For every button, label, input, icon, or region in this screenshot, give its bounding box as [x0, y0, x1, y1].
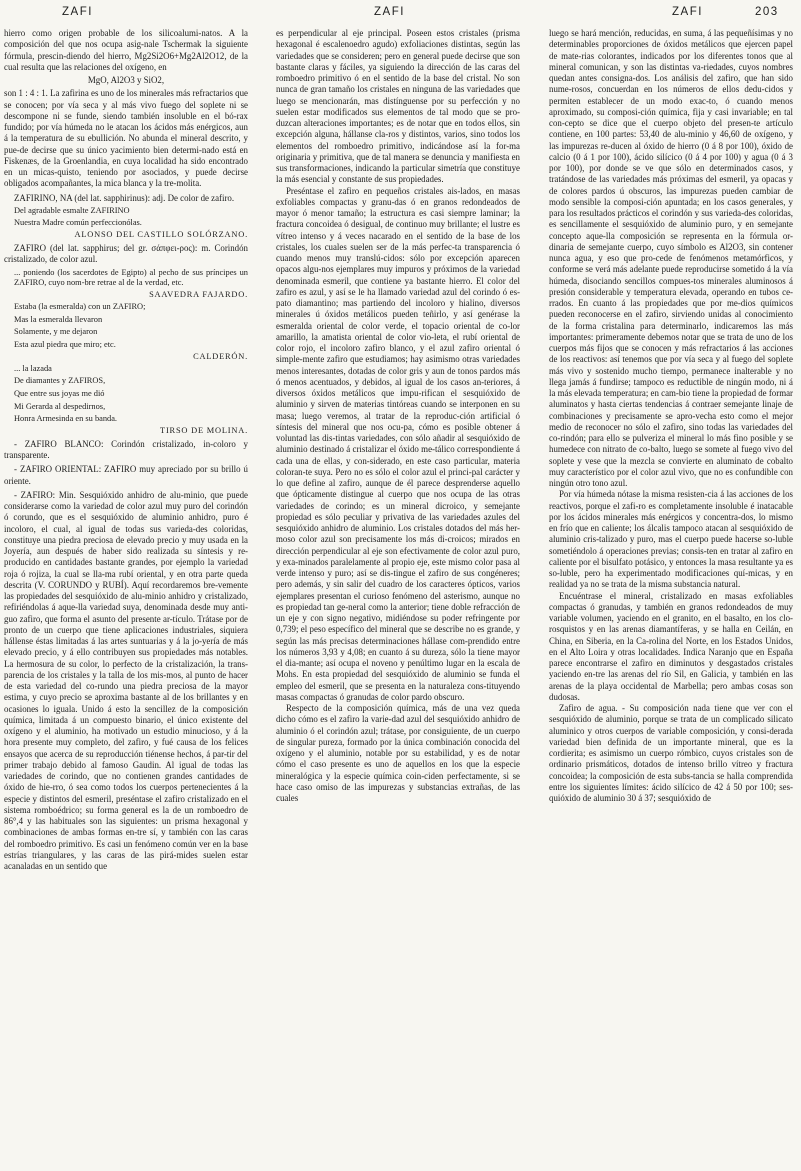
- text-column-1: [4, 28, 248, 1163]
- running-head-center: ZAFI: [374, 6, 405, 18]
- text-column-2: [276, 28, 520, 1163]
- text-column-3: [549, 28, 793, 1163]
- paragraph: son 1 : 4 : 1. La zafirina es uno de los minerales más refractarios que se conocen; por vía seca y al más vivo fuego del soplete ni se descompone ni se funde, siendo también insoluble en el bó-rax fundido; por vía húmeda no le atacan los ácidos más enérgicos, aun á la temperatura de su ebullición. No abunda el mineral descrito, y pue-de decirse que su único yacimiento bien determi-nado está en Fiskenæs, de la Groenlandia, en cuya localidad ha sido encontrado en un micas-quisto, teniendo por asociados, y puede decirse obligados acompañantes, la mica blanca y la tre-molita.: [4, 88, 248, 189]
- paragraph: Zafiro de agua. - Su composición nada tiene que ver con el sesquióxido de aluminio, porque se trata de un complicado silicato aluminico y otros cuerpos de variable composición, y consi-derada variedad bien definida de un importante mineral, que es la cordierita; es asimismo un cuerpo rómbico, cuyos cristales son de ordinario prismáticos, dotados de intenso brillo vítreo y fractura concoidea; la composición de esta subs-tancia se halla comprendida entre los siguientes límites: ácido silícico de 42 á 50 por 100; ses-quióxido de aluminio 30 á 37; sesquióxido de: [549, 703, 793, 803]
- quote-line: Mas la esmeralda llevaron: [14, 314, 103, 324]
- running-head-left: ZAFI: [62, 6, 93, 18]
- quote-author: SAAVEDRA FAJARDO.: [149, 289, 248, 299]
- running-head-right: ZAFI: [672, 6, 703, 18]
- quote-line: Del agradable esmalte ZAFIRINO: [14, 205, 130, 215]
- paragraph: Encuéntrase el mineral, cristalizado en masas exfoliables compactas ó granudas, y también en granos redondeados de muy variable volumen, yaciendo en el granito, en el basalto, en los clo-rosquistos y en las arenas diamantíferas, y se halla en Ceilán, en China, en Siberia, en la Ca-rolina del Norte, en los Estados Unidos, en el Alto Loira y otras localidades. Indica Naranjo que en España parece encontrarse el zafiro en diminutos y desgastados cristales yaciendo en-tre las arenas del río Sil, en Galicia, y también en las arenas de la playa occidental de Marbella; pero ambas cosas son dudosas.: [549, 590, 793, 702]
- paragraph: Preséntase el zafiro en pequeños cristales ais-lados, en masas exfoliables compactas y granu-das ó en granos redondeados de mayor ó menor tamaño; la estructura es casi siempre laminar; la fractura concoidea ó desigual, de continuo muy brillante; el lustre es vítreo intenso y á veces nacarado en el sentido de la base de los cristales, los cuales suelen ser de la más perfec-ta transparencia ó cuando menos muy translú-cidos: sólo por excepción aparecen opacos algu-nos ejemplares muy impuros y próximos de la variedad denominada esmeril, que contiene ya bastante hierro. El color del zafiro es azul, y así se le ha llamado variedad azul del corindo ó es-pato diamantino; mas partiendo del incoloro y hialino, diversos minerales ú óxidos metálicos pueden teñirlo, y así genérase la esmeralda oriental de color verde, el topacio oriental de co-lor amarillo, la amatista oriental de color vio-leta, el rubí oriental de color rojo, el incoloro zafiro blanco, y el azul zafiro oriental ó simple-mente zafiro que estudiamos; hay asimismo otras variedades menos interesantes, dotadas de color gris y aun de tonos pardos más ó menos acentuados, y debidos, al igual de los casos an-teriores, á diversos óxidos metálicos que impu-rifican el sesquióxido de aluminio y sirven de materias tintóreas cuando se interponen en su masa; luego veremos, al tratar de la reproduc-ción artificial ó síntesis del mineral que nos ocu-pa, cómo es posible obtener á voluntad las dis-tintas variedades, con sólo añadir al sesquióxido de aluminio destinado á cristalizar el óxido me-tálico correspondiente á cada una de ellas, y con-siderado, en este caso particular, materia coloran-te suya. Pero no es sólo el color azul el princi-pal carácter y lo que define al zafiro, aunque de él parece desprenderse aquello que ópticamente distingue al cuerpo que nos ocupa de las otras variedades de corindo; es un mineral dicroico, y semejante propiedad es sólo peculiar y privativa de las variedades azules del sesquióxido anhidro de aluminio. Los cristales dotados del más her-moso color azul son precisamente los más di-croicos; mirados en dirección perpendicular al eje son efectivamente de color azul puro, y exa-minados paralelamente al propio eje, este mismo color pasa al verde intenso y puro; así se dis-tingue el zafiro de sus congéneres; pero además, y sin salir del cuadro de los caracteres ópticos, varios ejemplares presentan el curioso fenómeno del asterismo, aunque no es propiedad tan ge-neral como la anterior; tiene doble refracción de un eje y con signo negativo, midiéndose su poder refringente por 0,739; el peso específico del mineral que se describe no es grande, y según las más precisas determinaciones hállase com-prendido entre los números 3,93 y 4,08; en cuanto á su dureza, sólo la tiene mayor el dia-mante; así ocupa el noveno y penúltimo lugar en la escala de Mohs. En esta propiedad del sesquióxido de aluminio se funda el empleo del esmeril, que se presenta en la naturaleza cons-tituyendo masas compactas ó granudas de color pardo obscuro.: [276, 185, 520, 702]
- quote-line: Nuestra Madre común perfeccionólas.: [14, 218, 142, 228]
- quote-author: ALONSO DEL CASTILLO SOLÓRZANO.: [74, 229, 248, 239]
- quote-author: CALDERÓN.: [193, 351, 248, 361]
- paragraph: Respecto de la composición química, más de una vez queda dicho cómo es el zafiro la varie-dad azul del sesquióxido anhidro de aluminio ó el corindón azul; trátase, por consiguiente, de un cuerpo de singular pureza, formado por la única combinación conocida del oxígeno y el aluminio, notable por su estabilidad, y es de notar cómo el caso presente es uno de aquellos en los que la especie mineralógica y la especie química coin-ciden perfectamente, si se hace caso omiso de las impurezas y substancias extrañas, de las cuales: [276, 703, 520, 803]
- quote-line: ... la lazada: [14, 363, 52, 373]
- page-header: [0, 6, 801, 22]
- quote-line: De diamantes y ZAFIROS,: [14, 376, 106, 386]
- paragraph: Por vía húmeda nótase la misma resisten-cia á las acciones de los reactivos, porque el zafi-ro es completamente insoluble é inatacable por los ácidos minerales más enérgicos y concentra-dos, lo mismo en frío que en caliente; los álcalis tampoco atacan al sesquióxido de aluminio cris-talizado y puro, mas el cuerpo puede hacerse so-luble sometiéndolo á operaciones previas; consis-ten en tratar al zafiro en caliente por el bisulfato potásico, y entonces la masa resultante ya es so-luble, pero ha experimentado modificaciones quí-micas, y en realidad ya no se trata de la misma substancia natural.: [549, 489, 793, 590]
- quote-line: Estaba (la esmeralda) con un ZAFIRO;: [14, 302, 146, 312]
- formula: MgO, Al2O3 y SiO2,: [87, 75, 165, 85]
- subentry-zafiro-oriental: - ZAFIRO ORIENTAL: ZAFIRO muy apreciado por su brillo ú oriente.: [4, 464, 248, 486]
- page-number: 203: [755, 6, 779, 18]
- quote-line: Mi Gerarda al despedirnos,: [14, 401, 106, 411]
- subentry-zafiro-mineralogy: - ZAFIRO: Min. Sesquióxido anhidro de alu-minio, que puede considerarse como la variedad de color azul muy puro del corindón ó corundo, que es el sesquióxido de aluminio anhidro, puro é incoloro, el cual, al igual de todas sus varieda-des coloridas, constituye una piedra preciosa de elevado precio y muy usada en la Joyería, aun después de haber sido realizada su síntesis y re-producido en cantidades bastante grandes, por ejemplo la variedad roja ó rojiza, la cual se lla-ma rubí oriental, y en otra parte queda descrita (V. CORUNDO y RUBÍ). Aquí recordaremos bre-vemente las propiedades del sesquióxido de alu-minio anhidro y cristalizado, refiriéndolas á aque-lla variedad suya, denominada desde muy anti-guo zafiro, que forma el asunto del presente ar-tículo. Trátase por de pronto de un cuerpo que tiene aplicaciones industriales, siquiera hállense éstas limitadas á las artes suntuarias y á la jo-yería de más elevado precio, y á ello contribuyen sus propiedades más notables. La hermosura de su color, lo perfecto de la cristalización, la trans-parencia de los cristales y la talla de los mis-mos, al punto de hacer de esta variedad del co-rundo una piedra preciosa de la mayor estima, y cuyo precio se aproxima bastante al de los brillantes y en ocasiones lo iguala. Unido á esto la sencillez de la composición química, limitada á un compuesto binario, el único existente del oxígeno y el aluminio, ha motivado un estudio minucioso, y á la hora presente muy completo, del zafiro, y fué causa de los felices ensayos que acerca de su reproducción tiénense hechos, á par-tir del primer trabajo debido al famoso Gaudin. Al igual de todas las variedades de corindo, que no contienen grandes cantidades de óxido de hie-rro, ó sea como todos los cuerpos pertenecientes á la especie y distintos del esmeril, preséntase el zafiro cristalizado en el sistema romboédrico; su forma general es la de un romboedro de 86°,4 y las habituales son las siguientes: un prisma hexagonal y combinaciones de ambas formas en-tre sí, y también con las caras del romboedro primitivo. Es casi un fenómeno común ver en la base estrías triangulares, y las caras de las pirá-mides suelen estar acanaladas en un sentido que: [4, 489, 248, 872]
- quote-line: ... poniendo (los sacerdotes de Egipto) al pecho de sus príncipes un ZAFIRO, cuyo nom-bre retrae al de la verdad, etc.: [14, 267, 248, 288]
- quote-author: TIRSO DE MOLINA.: [160, 425, 248, 435]
- quote-line: Honra Armesinda en su banda.: [14, 414, 118, 424]
- dictionary-entry-zafirino: ZAFIRINO, NA (del lat. sapphirinus): adj. De color de zafiro.: [14, 192, 235, 203]
- subentry-zafiro-blanco: - ZAFIRO BLANCO: Corindón cristalizado, in-coloro y transparente.: [4, 438, 248, 461]
- paragraph: hierro como origen probable de los silicoalumi-natos. A la composición del que nos ocupa asig-nale Tschermak la siguiente fórmula, prescin-diendo del hierro, Mg2Si2O6+Mg2Al2O12, de la cual resulta que las relaciones del oxígeno, en: [4, 28, 248, 72]
- dictionary-entry-zafiro: ZAFIRO (del lat. sapphirus; del gr. σάπφει-ρος): m. Corindón cristalizado, de color azul.: [4, 243, 248, 265]
- quote-line: Esta azul piedra que miro; etc.: [14, 339, 116, 349]
- quote-line: Solamente, y me dejaron: [14, 327, 98, 337]
- paragraph: luego se hará mención, reducidas, en suma, á las pequeñísimas y no determinables proporciones de óxidos metálicos que ejercen papel de mate-rias colorantes, indicados por los diferentes tonos que al mineral comunican, y son las distintas va-riedades, cuyos nombres quedan antes consigna-dos. Los análisis del zafiro, que han sido nume-rosos, concuerdan en los números de ellos dedu-cidos y permiten establecer de un modo exac-to, ó cuando menos aproximado, su composi-ción química, fija y casi invariable; en tal con-cepto se dice que el cuerpo objeto del presen-te artículo contiene, en 100 partes: 53,40 de alu-minio y 46,60 de oxígeno, y las impurezas re-ducen al óxido de hierro (0 á 8 por 100), óxido de calcio (0 á 1 por 100), ácido silícico (0 á 4 por 100) y agua (0 á 3 por 100), por donde se ve que sólo en determinados casos, y tratándose de las variedades más próximas del esmeril, ya opacas y de colores pardos ú obscuros, las impurezas pueden cambiar de modo sensible la composi-ción apuntada; en los casos generales, y para los resultados prácticos el corindón y sus varieda-des coloridas, es sencillamente el sesquióxido de aluminio puro, y en semejante concepto aque-lla composición se representa en la fórmula or-dinaria de semejante cuerpo, cuyo símbolo es Al2O3, sin contener nunca agua, y eso que pro-cede de fenómenos metamórficos, y conforme se verá más adelante puede reproducirse sometido á la vía húmeda, disociando sencillos compues-tos minerales aluminosos á presión considerable y temperatura elevada, operando en tubos ce-rrados. En cuanto á las propiedades que por me-dios químicos pueden reconocerse en el zafiro, sirviendo unidas al conocimiento de la forma cristalina para determinarlo, indicaremos las más importantes: primeramente debemos notar que se trata de uno de los cuerpos más fijos que se conocen y más refractarios á las acciones de los reactivos: así tenemos que por vía seca y al fuego del soplete más vivo y sostenido mucho tiempo, permanece inalterable y no llega jamás á fundirse; tampoco es reductible de ningún modo, ni á la más elevada temperatura; en cam-bio tiene la propiedad de formar aluminatos y hasta ciertas tendencias á contraer semejante linaje de combinaciones y precisamente se apro-vecha esto como el mejor medio de reconocer no sólo el zafiro, sino todas las variedades del co-rindón; para ello se pulveriza el mineral lo más fino posible y se humedece con nitrato de co-balto, luego se somete al fuego vivo del soplete y vese que la mezcla se convierte en aluminato de cobalto muy característico por el color azul vivo, que no es confundible con ningún otro tono azul.: [549, 28, 793, 488]
- paragraph: es perpendicular al eje principal. Poseen estos cristales (prisma hexagonal é escalenoedro agudo) exfoliaciones distintas, según las variedades que se consideren; pero en general puede decirse que son bastante claras y fáciles, ya siguiendo la dirección de las caras del romboedro primitivo ó en el sentido de la base del cristal. No son nunca de gran tamaño los cristales en ninguna de las variedades que luego se mencionarán, mas distínguense por su perfección y no suelen estar modificados sus elementos de tal modo que se pro-duzcan alteraciones importantes; es de notar que en todos ellos, sin excepción alguna, hállanse cla-ros y distintos, varios, sino todos los elementos del romboedro primitivo, indicándose así la for-ma originaria y primitiva, que de tal manera se denuncia y manifiesta en sus transformaciones, indicando la particular simetría que constituye la más esencial y constante de sus propiedades.: [276, 28, 520, 185]
- quote-line: Que entre sus joyas me dió: [14, 388, 105, 398]
